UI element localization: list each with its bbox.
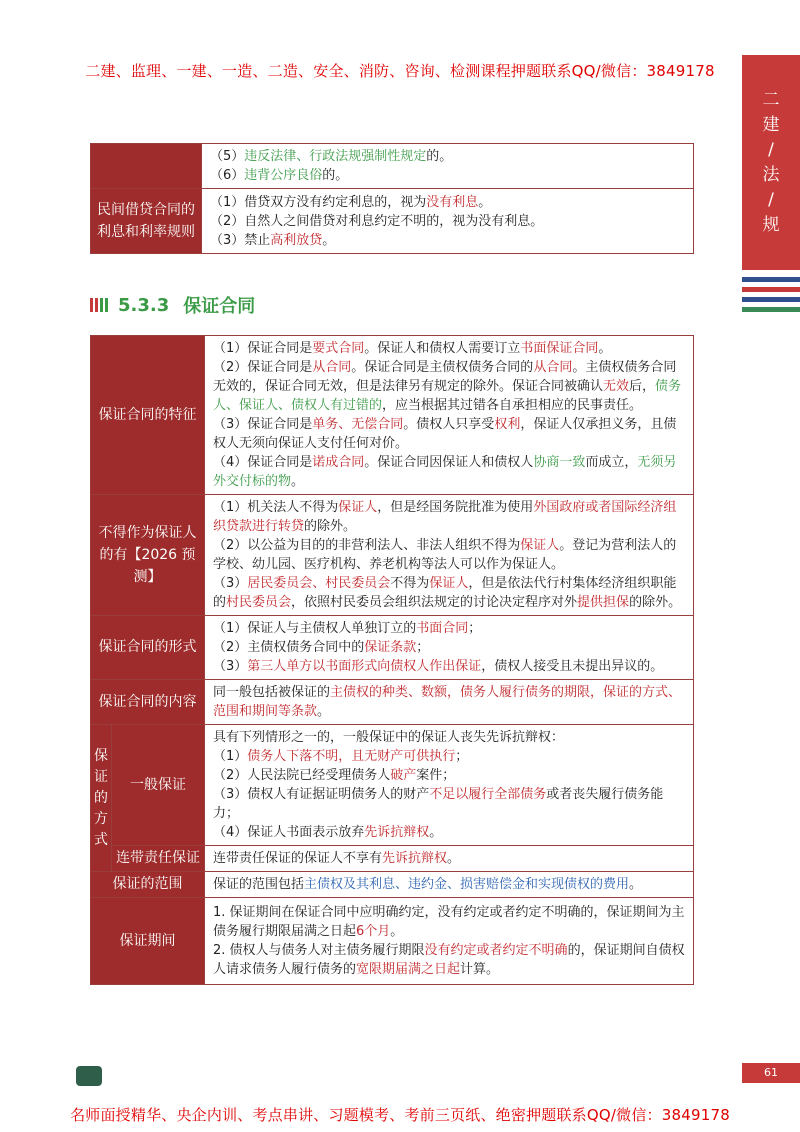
- side-tab-char: 建: [762, 114, 780, 135]
- content-line: 连带责任保证的保证人不享有先诉抗辩权。: [213, 851, 461, 866]
- content-line: （3）居民委员会、村民委员会不得为保证人，但是依法代行村集体经济组织职能的村民委员会，依照村民委员会组织法规定的讨论决定程序对外提供担保的除外。: [213, 576, 682, 610]
- content-line: （1）保证人与主债权人单独订立的书面合同；: [213, 621, 482, 636]
- row-content: [205, 616, 694, 680]
- table-row: [91, 872, 694, 898]
- side-tab-char: /: [768, 139, 774, 160]
- row-label: 保证的范围: [91, 872, 205, 898]
- row-label: 保证合同的内容: [91, 680, 205, 725]
- row-content: [205, 846, 694, 872]
- table-row: [91, 680, 694, 725]
- content-line: （3）第三人单方以书面形式向债权人作出保证，债权人接受且未提出异议的。: [213, 659, 664, 674]
- bottom-promo-banner: 名师面授精华、央企内训、考点串讲、习题模考、考前三页纸、绝密押题联系QQ/微信：3849178: [70, 1106, 730, 1124]
- content-line: （2）人民法院已经受理债务人破产案件；: [213, 768, 456, 783]
- content-line: （1）债务人下落不明，且无财产可供执行；: [213, 749, 469, 764]
- row-label: [91, 144, 202, 189]
- side-tab-char: 规: [762, 214, 780, 235]
- side-tab-char: /: [768, 189, 774, 210]
- row-content: [205, 495, 694, 616]
- row-content: [202, 144, 694, 189]
- content-line: （5）违反法律、行政法规强制性规定的。: [210, 149, 453, 164]
- content-line: （6）违背公序良俗的。: [210, 168, 349, 183]
- row-label: 保证合同的形式: [91, 616, 205, 680]
- row-label: 保证合同的特征: [91, 336, 205, 495]
- content-line: （4）保证人书面表示放弃先诉抗辩权。: [213, 825, 443, 840]
- side-tab-char: 法: [762, 164, 780, 185]
- guarantee-contract-table: [90, 335, 694, 985]
- row-content: [205, 680, 694, 725]
- content-line: （3）债权人有证据证明债务人的财产不足以履行全部债务或者丧失履行债务能力；: [213, 787, 664, 821]
- row-content: [205, 336, 694, 495]
- row-label: 保证期间: [91, 898, 205, 985]
- side-tab-char: 二: [762, 89, 780, 110]
- row-label: 连带责任保证: [112, 846, 205, 872]
- section-bars-icon: [90, 298, 110, 312]
- content-line: 1. 保证期间在保证合同中应明确约定，没有约定或者约定不明确的，保证期间为主债务履行期限届满之日起6个月。: [213, 905, 685, 939]
- content-line: （2）以公益为目的的非营利法人、非法人组织不得为保证人。登记为营利法人的学校、幼儿园、医疗机构、养老机构等法人可以作为保证人。: [213, 538, 677, 572]
- row-content: [205, 898, 694, 985]
- content-line: （2）自然人之间借贷对利息约定不明的，视为没有利息。: [210, 213, 544, 229]
- publisher-logo: [76, 1066, 102, 1086]
- table-row: [91, 495, 694, 616]
- content-line: （3）禁止高利放贷。: [210, 232, 336, 248]
- interest-rule-table: [90, 143, 694, 254]
- content-line: （3）保证合同是单务、无偿合同。债权人只享受权利，保证人仅承担义务，且债权人无须向保证人支付任何对价。: [213, 417, 677, 451]
- row-label: 民间借贷合同的利息和利率规则: [91, 189, 202, 254]
- table-row: [91, 189, 694, 254]
- content-line: （4）保证合同是诺成合同。保证合同因保证人和债权人协商一致而成立，无须另外交付标的物。: [213, 455, 677, 489]
- content-line: （2）主债权债务合同中的保证条款；: [213, 640, 430, 655]
- content-line: （1）保证合同是要式合同。保证人和债权人需要订立书面保证合同。: [213, 341, 612, 356]
- section-heading: [90, 292, 255, 318]
- content-line: （1）机关法人不得为保证人，但是经国务院批准为使用外国政府或者国际经济组织贷款进行转贷的除外。: [213, 500, 677, 534]
- table-row: [91, 144, 694, 189]
- table-row: [91, 725, 694, 846]
- row-content: [205, 725, 694, 846]
- row-content: [205, 872, 694, 898]
- section-number: 5.3.3: [118, 294, 170, 316]
- side-chapter-tab: [742, 55, 800, 270]
- group-label: 保证的方式: [91, 725, 112, 872]
- section-title: 保证合同: [183, 296, 256, 317]
- content-line: 同一般包括被保证的主债权的种类、数额，债务人履行债务的期限，保证的方式、范围和期间等条款。: [213, 685, 682, 719]
- row-label: 一般保证: [112, 725, 205, 846]
- table-row: [91, 616, 694, 680]
- page-number: 61: [742, 1063, 800, 1083]
- content-line: 2. 债权人与债务人对主债务履行期限没有约定或者约定不明确的，保证期间自债权人请求债务人履行债务的宽限期届满之日起计算。: [213, 943, 685, 977]
- table-row: [91, 898, 694, 985]
- content-line: （2）保证合同是从合同。保证合同是主债权债务合同的从合同。主债权债务合同无效的，保证合同无效，但是法律另有规定的除外。保证合同被确认无效后，债务人、保证人、债权人有过错的，应当根据其过错各自承担相应的民事责任。: [213, 360, 682, 413]
- content-line: （1）借贷双方没有约定利息的，视为没有利息。: [210, 194, 492, 210]
- side-decor-stripes: [742, 277, 800, 317]
- table-row: [91, 846, 694, 872]
- content-line: 具有下列情形之一的，一般保证中的保证人丧失先诉抗辩权：: [213, 730, 565, 745]
- top-promo-banner: 二建、监理、一建、一造、二造、安全、消防、咨询、检测课程押题联系QQ/微信：3849178: [85, 62, 715, 80]
- row-label: 不得作为保证人的有【2026 预测】: [91, 495, 205, 616]
- row-content: [202, 189, 694, 254]
- table-row: [91, 336, 694, 495]
- content-line: 保证的范围包括主债权及其利息、违约金、损害赔偿金和实现债权的费用。: [213, 877, 643, 892]
